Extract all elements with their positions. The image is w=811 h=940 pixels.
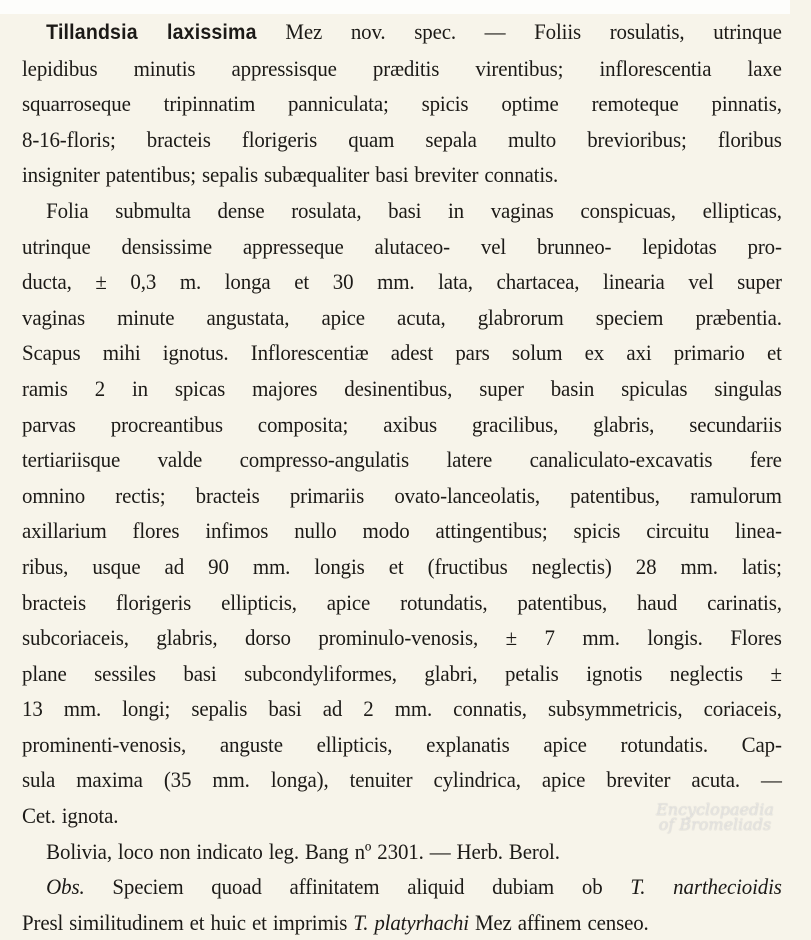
text-segment: axillarium flores infimos nullo modo attingentibus; spicis circuitu linea- (22, 518, 782, 544)
text-line (22, 229, 782, 265)
text-line (22, 762, 782, 798)
watermark-line-1: Encyclopaedia (656, 800, 774, 819)
text-segment: Speciem quoad affinitatem aliquid dubiam ob (84, 874, 631, 900)
text-line (22, 371, 782, 407)
text-line (22, 122, 782, 158)
page-top-margin (0, 0, 790, 14)
document-page (22, 14, 782, 940)
text-line (22, 798, 782, 834)
text-line (22, 193, 782, 229)
text-line (22, 549, 782, 585)
text-line (22, 727, 782, 763)
text-segment: 8-16-floris; bracteis florigeris quam sepala multo brevioribus; floribus (22, 126, 782, 152)
description-paragraph (22, 193, 782, 834)
text-segment: vaginas minute angustata, apice acuta, glabrorum speciem præbentia. (22, 304, 782, 330)
text-line (22, 834, 782, 870)
text-line (22, 51, 782, 87)
text-segment: sula maxima (35 mm. longa), tenuiter cylindrica, apice breviter acuta. — (22, 767, 782, 793)
text-line (22, 478, 782, 514)
text-segment: insigniter patentibus; sepalis subæqualiter basi breviter connatis. (22, 162, 559, 188)
text-line (22, 264, 782, 300)
text-segment: Cet. ignota. (22, 803, 119, 829)
text-line (22, 656, 782, 692)
text-segment: Scapus mihi ignotus. Inflorescentiæ adest pars solum ex axi primario et (22, 340, 782, 366)
text-segment: squarroseque tripinnatim panniculata; spicis optime remoteque pinnatis, (22, 91, 782, 117)
text-line (22, 300, 782, 336)
text-line (22, 86, 782, 122)
text-segment: prominenti-venosis, anguste ellipticis, explanatis apice rotundatis. Cap- (22, 731, 782, 757)
text-line (22, 335, 782, 371)
text-segment: 13 mm. longi; sepalis basi ad 2 mm. connatis, subsymmetricis, coriaceis, (22, 696, 782, 722)
italic-text: Obs. (46, 874, 85, 900)
text-line (22, 157, 782, 193)
text-segment: ramis 2 in spicas majores desinentibus, super basin spiculas singulas (22, 375, 782, 401)
text-line (22, 691, 782, 727)
text-line (22, 905, 782, 940)
text-segment: parvas procreantibus composita; axibus gracilibus, glabris, secundariis (22, 411, 782, 437)
text-segment: Presl similitudinem et huic et imprimis (22, 909, 354, 935)
text-segment: omnino rectis; bracteis primariis ovato-lanceolatis, patentibus, ramulorum (22, 482, 782, 508)
text-segment: Bolivia, loco non indicato leg. Bang nº 2301. — Herb. Berol. (46, 838, 560, 864)
text-line (22, 407, 782, 443)
text-line (22, 513, 782, 549)
text-segment: plane sessiles basi subcondyliformes, glabri, petalis ignotis neglectis ± (22, 660, 782, 686)
text-segment: subcoriaceis, glabris, dorso prominulo-venosis, ± 7 mm. longis. Flores (22, 625, 782, 651)
italic-text: T. narthecioidis (630, 874, 782, 900)
text-segment: lepidibus minutis appressisque præditis virentibus; inflorescentia laxe (22, 55, 782, 81)
text-segment: Mez affinem censeo. (468, 909, 649, 935)
text-segment: tertiariisque valde compresso-angulatis latere canaliculato-excavatis fere (22, 447, 782, 473)
observation-paragraph (22, 869, 782, 940)
italic-text: T. platyrhachi (353, 909, 469, 935)
text-segment: Mez nov. spec. — Foliis rosulatis, utrinque (256, 19, 782, 44)
text-segment: ribus, usque ad 90 mm. longis et (fructibus neglectis) 28 mm. latis; (22, 553, 782, 579)
text-segment: bracteis florigeris ellipticis, apice rotundatis, patentibus, haud carinatis, (22, 589, 782, 615)
species-name: Tillandsia laxissima (46, 21, 257, 44)
text-line (22, 620, 782, 656)
text-segment: ducta, ± 0,3 m. longa et 30 mm. lata, chartacea, linearia vel super (22, 269, 782, 295)
text-line (22, 14, 782, 51)
locality-paragraph (22, 834, 782, 870)
diagnosis-paragraph (22, 14, 782, 193)
text-segment: Folia submulta dense rosulata, basi in vaginas conspicuas, ellipticas, (46, 197, 782, 223)
watermark-line-2: of Bromeliads (658, 815, 772, 834)
text-line (22, 869, 782, 905)
text-line (22, 585, 782, 621)
text-line (22, 442, 782, 478)
text-segment: utrinque densissime appresseque alutaceo- vel brunneo- lepidotas pro- (22, 233, 782, 259)
